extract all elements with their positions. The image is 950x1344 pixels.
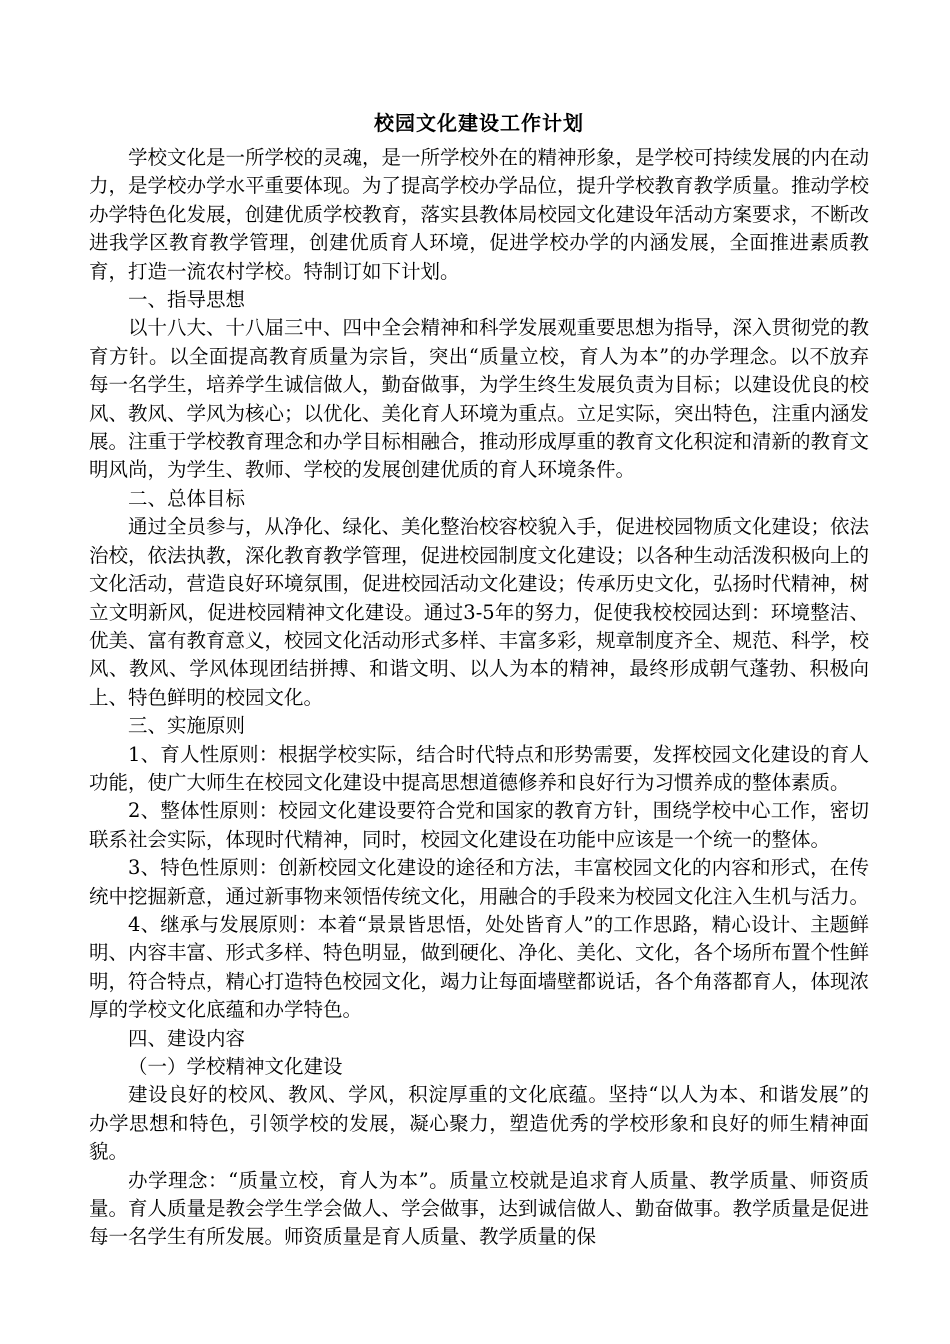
- intro-paragraph: 学校文化是一所学校的灵魂，是一所学校外在的精神形象，是学校可持续发展的内在动力，是学校办学水平重要体现。为了提高学校办学品位，提升学校教育教学质量。推动学校办学特色化发展，创建优质学校教育，落实县教体局校园文化建设年活动方案要求，不断改进我学区教育教学管理，创建优质育人环境，促进学校办学的内涵发展，全面推进素质教育，打造一流农村学校。特制订如下计划。: [89, 146, 870, 283]
- section-heading-content: 四、建设内容: [128, 1026, 246, 1050]
- philosophy-paragraph: 办学理念：“质量立校，育人为本”。质量立校就是追求育人质量、教学质量、师资质量。育人质量是教会学生学会做人、学会做事，达到诚信做人、勤奋做事。教学质量是促进每一名学生有所发展。师资质量是育人质量、教学质量的保: [89, 1168, 870, 1249]
- section-body-overall-goal: 通过全员参与，从净化、绿化、美化整治校容校貌入手，促进校园物质文化建设；依法治校，依法执教，深化教育教学管理，促进校园制度文化建设；以各种生动活泼积极向上的文化活动，营造良好环境氛围，促进校园活动文化建设；传承历史文化，弘扬时代精神，树立文明新风，促进校园精神文化建设。通过3-5年的努力，促使我校校园达到：环境整洁、优美、富有教育意义，校园文化活动形式多样、丰富多彩，规章制度齐全、规范、科学，校风、教风、学风体现团结拼搏、和谐文明、以人为本的精神，最终形成朝气蓬勃、积极向上、特色鲜明的校园文化。: [89, 515, 870, 709]
- section-heading-principles: 三、实施原则: [128, 714, 246, 738]
- document-page: [89, 108, 869, 1252]
- principle-paragraph-2: 2、整体性原则：校园文化建设要符合党和国家的教育方针，围绕学校中心工作，密切联系社会实际，体现时代精神，同时，校园文化建设在功能中应该是一个统一的整体。: [89, 799, 869, 851]
- section-body-guiding-ideology: 以十八大、十八届三中、四中全会精神和科学发展观重要思想为指导，深入贯彻党的教育方针。以全面提高教育质量为宗旨，突出“质量立校，育人为本”的办学理念。以不放弃每一名学生，培养学生诚信做人，勤奋做事，为学生终生发展负责为目标；以建设优良的校风、教风、学风为核心；以优化、美化育人环境为重点。立足实际，突出特色，注重内涵发展。注重于学校教育理念和办学目标相融合，推动形成厚重的教育文化积淀和清新的教育文明风尚，为学生、教师、学校的发展创建优质的育人环境条件。: [89, 316, 870, 482]
- section-heading-guiding-ideology: 一、指导思想: [128, 288, 246, 312]
- subsection-heading-spirit-culture: （一）学校精神文化建设: [128, 1055, 343, 1078]
- principle-paragraph-3: 3、特色性原则：创新校园文化建设的途径和方法，丰富校园文化的内容和形式，在传统中挖掘新意，通过新事物来领悟传统文化，用融合的手段来为校园文化注入生机与活力。: [89, 856, 870, 908]
- subsection-body-spirit-culture: 建设良好的校风、教风、学风，积淀厚重的文化底蕴。坚持“以人为本、和谐发展”的办学思想和特色，引领学校的发展，凝心聚力，塑造优秀的学校形象和良好的师生精神面貌。: [89, 1083, 869, 1164]
- principle-paragraph-4: 4、继承与发展原则：本着“景景皆思悟，处处皆育人”的工作思路，精心设计、主题鲜明、内容丰富、形式多样、特色明显，做到硬化、净化、美化、文化，各个场所布置个性鲜明，符合特点，精心打造特色校园文化，竭力让每面墙壁都说话，各个角落都育人，体现浓厚的学校文化底蕴和办学特色。: [89, 912, 870, 1022]
- document-title: 校园文化建设工作计划: [374, 111, 584, 135]
- principle-paragraph-1: 1、育人性原则：根据学校实际，结合时代特点和形势需要，发挥校园文化建设的育人功能，使广大师生在校园文化建设中提高思想道德修养和良好行为习惯养成的整体素质。: [89, 742, 869, 794]
- section-heading-overall-goal: 二、总体目标: [128, 486, 246, 510]
